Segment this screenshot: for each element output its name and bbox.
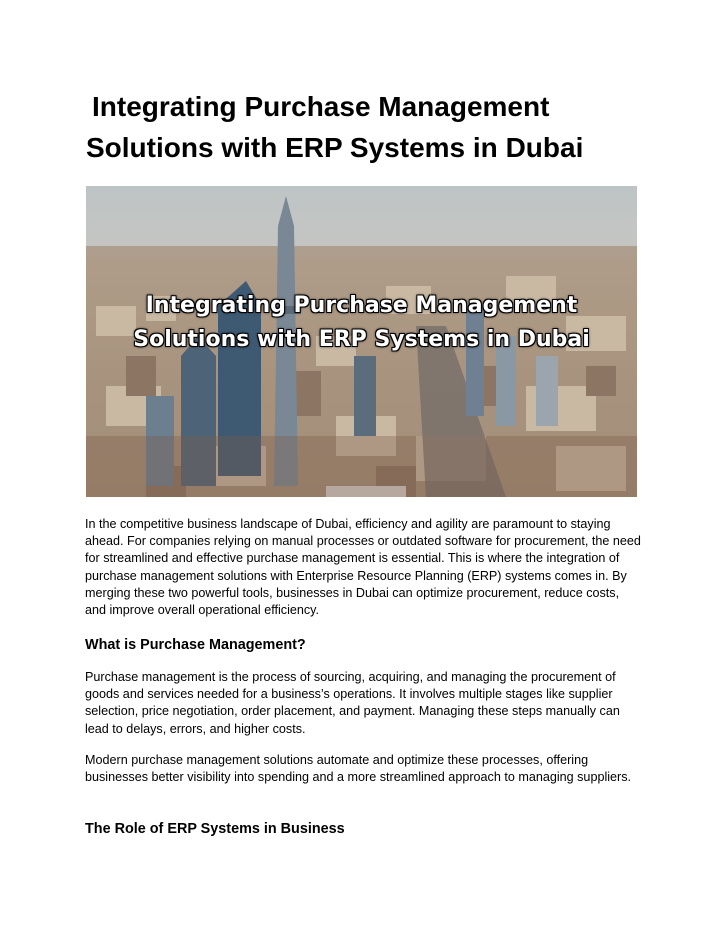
page-title <box>86 86 686 168</box>
hero-caption-line-1: Integrating Purchase Management <box>145 293 578 318</box>
section-heading-erp-role: The Role of ERP Systems in Business <box>85 821 345 837</box>
purchase-management-paragraph-2: Modern purchase management solutions automate and optimize these processes, offering businesses better visibility into spending and a more streamlined approach to managing suppliers. <box>85 753 632 785</box>
section-heading-purchase-management: What is Purchase Management? <box>85 637 306 653</box>
hero-caption <box>86 289 637 357</box>
intro-paragraph: In the competitive business landscape of Dubai, efficiency and agility are paramount to staying ahead. For companies relying on manual processes or outdated software for procurement, the need for streamlined and effective purchase management is essential. This is where the integration of purchase management solutions with Enterprise Resource Planning (ERP) systems comes in. By merging these two powerful tools, businesses in Dubai can optimize procurement, reduce costs, and improve overall operational efficiency. <box>85 517 641 618</box>
purchase-management-paragraph-1: Purchase management is the process of sourcing, acquiring, and managing the procurement of goods and services needed for a business’s operations. It involves multiple stages like supplier selection, price negotiation, order placement, and payment. Managing these steps manually can lead to delays, errors, and higher costs. <box>85 670 620 736</box>
hero-caption-line-2: Solutions with ERP Systems in Dubai <box>133 327 590 352</box>
hero-image <box>86 186 637 497</box>
page-title-line-2: Solutions with ERP Systems in Dubai <box>86 132 584 163</box>
page-title-line-1: Integrating Purchase Management <box>92 91 550 122</box>
